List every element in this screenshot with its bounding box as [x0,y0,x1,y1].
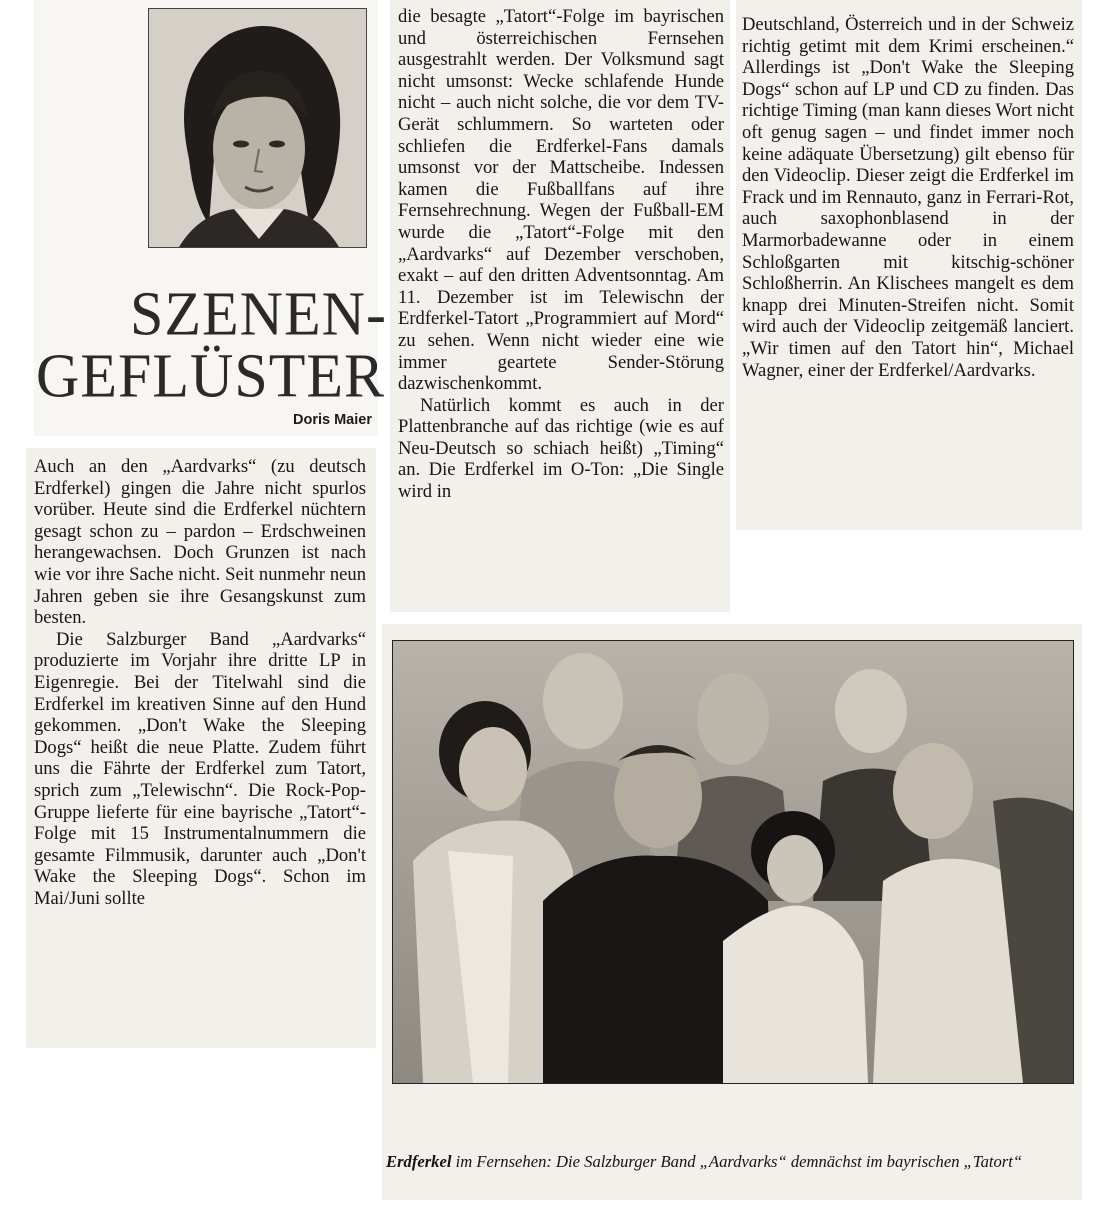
col2-paragraph-2: Natürlich kommt es auch in der Plattenbranche auf das richtige (wie es auf Neu-Deutsch so schiach heißt) „Timing“ an. Die Erdferkel im O-Ton: „Die Single wird in [398,394,724,503]
caption-text: im Fernsehen: Die Salzburger Band „Aardvarks“ demnächst im bayrischen „Tatort“ [451,1152,1023,1171]
photo-caption [386,1152,1074,1171]
col2-paragraph-1: die besagte „Tatort“-Folge im bayrischen und österreichischen Fernsehen ausgestrahlt werden. Der Volksmund sagt nicht umsonst: Wecke schlafende Hunde nicht – auch nicht solche, die vor dem TV-Gerät schlummern. So warteten oder schliefen die Erdferkel-Fans damals umsonst vor der Mattscheibe. Indessen kamen die Fußballfans auf ihre Fernsehrechnung. Wegen der Fußball-EM wurde die „Tatort“-Folge mit den „Aardvarks“ auf Dezember verschoben, exakt – auf den dritten Adventsonntag. Am 11. Dezember ist im Telewischn der Erdferkel-Tatort „Programmiert auf Mord“ zu sehen. Wenn nicht wieder eine wie immer geartete Sender-Störung dazwischenkommt. [398,6,724,395]
headline-line-2: GEFLÜSTER [36,340,386,411]
article-column-1 [34,456,366,909]
headline-line-1: SZENEN- [130,278,387,349]
byline: Doris Maier [293,412,372,428]
article-column-3 [742,14,1074,381]
author-portrait [148,8,367,248]
band-photo-image [393,641,1073,1083]
col1-paragraph-1: Auch an den „Aardvarks“ (zu deutsch Erdferkel) gingen die Jahre nicht spurlos vorüber. Heute sind die Erdferkel nüchtern gesagt schon zu – pardon – Erdschweinen herangewachsen. Doch Grunzen ist nach wie vor ihre Sache nicht. Seit nunmehr neun Jahren geben sie ihre Gesangskunst zum besten. [34,456,366,629]
col1-paragraph-2: Die Salzburger Band „Aardvarks“ produzierte im Vorjahr ihre dritte LP in Eigenregie. Bei der Titelwahl sind die Erdferkel im kreativen Sinne auf den Hund gekommen. „Don't Wake the Sleeping Dogs“ heißt die neue Platte. Zudem führt uns die Fährte der Erdferkel zum Tatort, sprich zum „Telewischn“. Die Rock-Pop-Gruppe lieferte für eine bayrische „Tatort“-Folge mit 15 Instrumentalnummern die gesamte Filmmusik, darunter auch „Don't Wake the Sleeping Dogs“. Schon im Mai/Juni sollte [34,628,366,909]
band-photo [392,640,1074,1084]
author-portrait-image [149,9,366,247]
col3-paragraph-1: Deutschland, Österreich und in der Schweiz richtig getimt mit dem Krimi erscheinen.“ Allerdings ist „Don't Wake the Sleeping Dogs“ schon auf LP und CD zu finden. Das richtige Timing (man kann dieses Wort nicht oft genug sagen – und findet immer noch keine adäquate Übersetzung) gilt ebenso für den Videoclip. Dieser zeigt die Erdferkel im Frack und im Rennauto, ganz in Ferrari-Rot, auch saxophonblasend in der Marmorbadewanne oder in einem Schloßgarten mit kitschig-schöner Schloßherrin. An Klischees mangelt es dem knapp drei Minuten-Streifen nicht. Somit wird auch der Videoclip zeitgemäß lanciert. „Wir timen auf den Tatort hin“, Michael Wagner, einer der Erdferkel/Aardvarks. [742,14,1074,381]
caption-lead: Erdferkel [386,1152,452,1171]
article-column-2 [398,6,724,503]
